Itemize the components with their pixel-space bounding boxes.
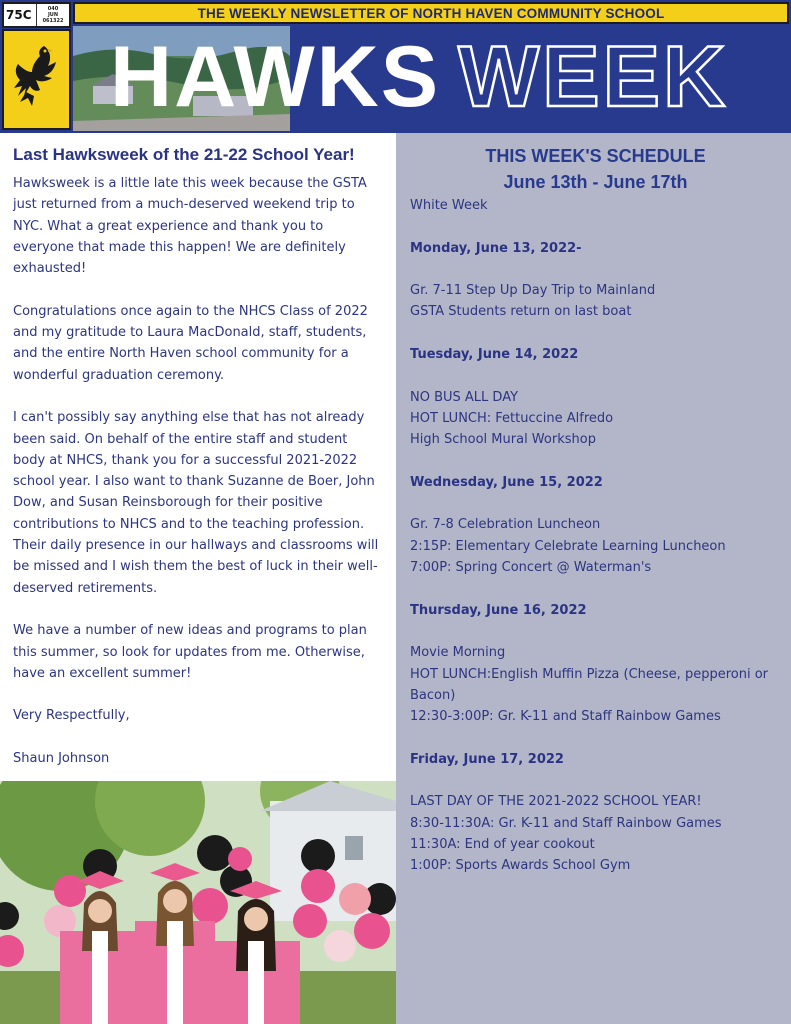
banner-text: THE WEEKLY NEWSLETTER OF NORTH HAVEN COMMUNITY SCHOOL [197, 5, 665, 21]
schedule-item: 11:30A: End of year cookout [410, 836, 595, 852]
schedule-item: GSTA Students return on last boat [410, 304, 632, 320]
schedule-item: High School Mural Workshop [410, 432, 596, 448]
day-heading-tuesday: Tuesday, June 14, 2022 [410, 347, 579, 363]
hawk-icon [6, 40, 68, 120]
letter-paragraph: I can't possibly say anything else that has not already been said. On behalf of the entire staff and student body at NHCS, thank you for a successful 2021-2022 school year. I also want to thank Suzanne de Boer, John Dow, and Susan Reinsborough for their positive contributions to NHCS and to the teaching profession. Their daily presence in our hallways and classrooms will be missed and I wish them the best of luck in their well-deserved retirements. [13, 410, 379, 596]
principal-letter [0, 133, 396, 781]
title-week: WEEK [458, 29, 729, 125]
letter-paragraph: Congratulations once again to the NHCS Class of 2022 and my gratitude to Laura MacDonald, staff, students, and the entire North Haven school community for a wonderful graduation ceremony. [13, 303, 368, 383]
schedule-item: 12:30-3:00P: Gr. K-11 and Staff Rainbow Games [410, 709, 721, 725]
schedule-item: Gr. 7-8 Celebration Luncheon [410, 517, 601, 533]
issue-code: 75C [6, 8, 32, 22]
issue-line: JUN [47, 12, 59, 18]
schedule-item: 1:00P: Sports Awards School Gym [410, 858, 631, 874]
schedule-item: 7:00P: Spring Concert @ Waterman's [410, 560, 652, 576]
day-heading-friday: Friday, June 17, 2022 [410, 751, 564, 767]
weekly-schedule [396, 133, 791, 1024]
title-hawks: HAWKS [110, 29, 441, 125]
issue-detail [36, 4, 69, 26]
letter-paragraph: We have a number of new ideas and programs to plan this summer, so look for updates from me. Otherwise, have an excellent summer! [13, 623, 367, 681]
letter-signoff: Very Respectfully, [13, 708, 130, 724]
issue-tag [2, 2, 71, 28]
schedule-item: Movie Morning [410, 645, 506, 661]
issue-line: 061322 [42, 18, 64, 24]
schedule-title: THIS WEEK'S SCHEDULE [485, 146, 706, 166]
schedule-intro: White Week [410, 198, 488, 213]
letter-signature: Shaun Johnson [13, 751, 110, 767]
letter-paragraph: Hawksweek is a little late this week because the GSTA just returned from a much-deserved weekend trip to NYC. What a great experience and thank you to everyone that made this happen! We are definitely exhausted! [13, 176, 367, 277]
schedule-item: HOT LUNCH:English Muffin Pizza (Cheese, pepperoni or Bacon) [410, 666, 768, 703]
newsletter-banner [73, 2, 789, 24]
day-heading-monday: Monday, June 13, 2022- [410, 240, 582, 256]
day-heading-wednesday: Wednesday, June 15, 2022 [410, 474, 603, 490]
schedule-item: NO BUS ALL DAY [410, 389, 519, 405]
school-logo [2, 29, 71, 130]
graduation-photo [0, 781, 396, 1024]
day-heading-thursday: Thursday, June 16, 2022 [410, 602, 587, 618]
schedule-item: 8:30-11:30A: Gr. K-11 and Staff Rainbow Games [410, 815, 722, 831]
schedule-item: Gr. 7-11 Step Up Day Trip to Mainland [410, 283, 656, 299]
letter-heading: Last Hawksweek of the 21-22 School Year! [13, 145, 355, 164]
issue-line: 040 [47, 6, 59, 12]
schedule-item: HOT LUNCH: Fettuccine Alfredo [410, 410, 614, 426]
schedule-dates: June 13th - June 17th [503, 172, 688, 192]
newsletter-title [110, 29, 770, 125]
newsletter-header [0, 0, 791, 133]
schedule-item: 2:15P: Elementary Celebrate Learning Luncheon [410, 538, 726, 554]
schedule-item: LAST DAY OF THE 2021-2022 SCHOOL YEAR! [410, 794, 702, 810]
